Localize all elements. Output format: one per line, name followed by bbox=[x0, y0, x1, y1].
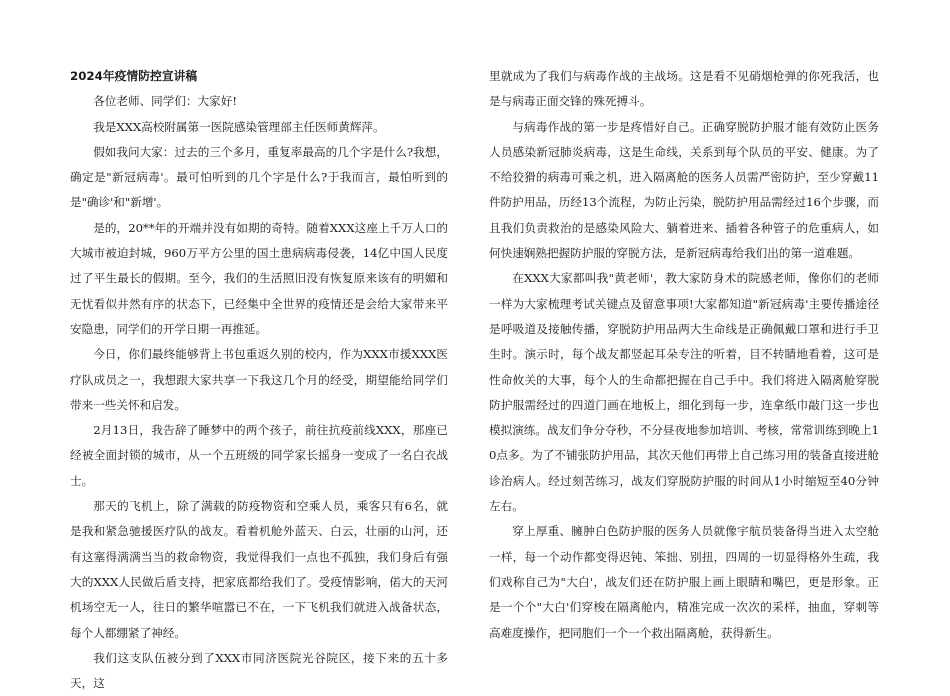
paragraph-da-bai: 穿上厚重、臃肿白色防护服的医务人员就像宇航员装备得当进入太空舱一样，每一个动作都变得迟钝、笨拙、别扭，四周的一切显得格外生疏，我们戏称自己为"大白'，战友们还在防护服上画上眼睛和嘴巴，更是形象。正是一个个"大白'们穿梭在隔离舱内，精准完成一次次的采样，抽血，穿刺等高难度操作，把同胞们一个一个救出隔离舱，获得新生。 bbox=[489, 524, 879, 640]
paragraph-return-to-school: 今日，你们最终能够背上书包重返久别的校内，作为XXX市援XXX医疗队成员之一，我想跟大家共享一下我这几个月的经受，期望能给同学们带来一些关怀和启发。 bbox=[70, 347, 448, 412]
right-column bbox=[489, 64, 879, 646]
paragraph-departure: 2月13日，我告辞了睡梦中的两个孩子，前往抗疫前线XXX，那座已经被全面封锁的城市，从一个五班级的同学家长摇身一变成了一名白衣战士。 bbox=[70, 423, 448, 488]
paragraph-training: 在XXX大家都叫我"黄老师'，教大家防身术的院感老师，像你们的老师一样为大家梳理考试关键点及留意事项!大家都知道"新冠病毒'主要传播途径是呼吸道及接触传播，穿脱防护用品两大生命线是正确佩戴口罩和进行手卫生时。演示时，每个战友都竖起耳朵专注的听着，目不转睛地看着，这可是性命攸关的大事，每个人的生命都把握在自己手中。我们将进入隔离舱穿脱防护服需经过的四道门画在地板上，细化到每一步，连拿纸巾敲门这一步也模拟演练。战友们争分夺秒，不分昼夜地参加培训、考核，常常训练到晚上10点多。为了不铺张防护用品，其次天他们再带上自己练习用的装备直接进舱诊治病人。经过刻苦练习，战友们穿脱防护服的时间从1小时缩短至40分钟左右。 bbox=[489, 271, 879, 514]
document-title: 2024年疫情防控宣讲稿 bbox=[70, 69, 198, 83]
paragraph-flight: 那天的飞机上，除了满载的防疫物资和空乘人员，乘客只有6名，就是我和紧急驰援医疗队的战友。看着机舱外蓝天、白云，壮丽的山河，还有这塞得满满当当的救命物资，我觉得我们一点也不孤独，我们身后有强大的XXX人民做后盾支持，把家底都给我们了。受疫情影响，偌大的天河机场空无一人，往日的繁华喧嚣已不在，一下飞机我们就进入战备状态，每个人都绷紧了神经。 bbox=[70, 499, 448, 640]
paragraph-city-lockdown: 是的，20**年的开端并没有如期的奇特。随着XXX这座上千万人口的大城市被迫封城，960万平方公里的国土患病病毒侵袭，14亿中国人民度过了平生最长的假期。至今，我们的生活照旧没有恢复原来该有的明媚和无忧看似井然有序的状态下，已经集中全世界的疫情还是会给大家带来平安隐患，同学们的开学日期一再推延。 bbox=[70, 220, 448, 336]
paragraph-introduction: 我是XXX高校附属第一医院感染管理部主任医师黄辉萍。 bbox=[93, 119, 385, 134]
left-column bbox=[70, 64, 448, 696]
paragraph-hospital-assignment: 我们这支队伍被分到了XXX市同济医院光谷院区，接下来的五十多天，这 bbox=[70, 650, 448, 691]
paragraph-greeting: 各位老师、同学们：大家好! bbox=[93, 94, 237, 109]
paragraph-question: 假如我问大家：过去的三个多月，重复率最高的几个字是什么?我想，确定是"新冠病毒'。最可怕听到的几个字是什么?于我而言，最怕听到的是"确诊'和"新增'。 bbox=[70, 144, 448, 210]
paragraph-battlefield-continued: 里就成为了我们与病毒作战的主战场。这是看不见硝烟枪弹的你死我活，也是与病毒正面交锋的殊死搏斗。 bbox=[489, 69, 879, 109]
paragraph-protection: 与病毒作战的第一步是疼惜好自己。正确穿脱防护服才能有效防止医务人员感染新冠肺炎病毒，这是生命线，关系到每个队员的平安、健康。为了不给狡猾的病毒可乘之机，进入隔离舱的医务人员需严密防护，至少穿戴11件防护用品，历经13个流程，为防止污染，脱防护用品需经过16个步骤，而且我们负责救治的是感染风险大、躺着进来、插着各种管子的危重病人，如何快速娴熟把握防护服的穿脱方法，是新冠病毒给我们出的第一道难题。 bbox=[489, 119, 879, 261]
